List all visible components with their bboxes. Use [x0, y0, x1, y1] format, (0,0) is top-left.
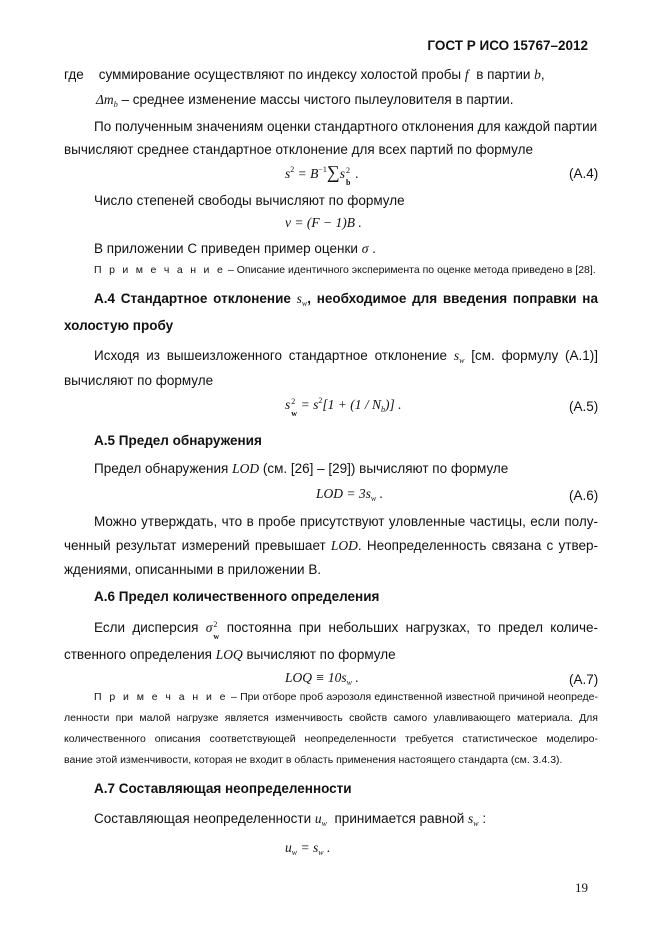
where-clause: где суммирование осуществляют по индексу холостой пробы f в партии b,: [64, 67, 545, 82]
detection-paragraph-line2: ченный результат измерений превышает LOD. Неопределенность связана с утвер-: [64, 538, 598, 553]
page-number: 19: [575, 880, 588, 895]
detection-paragraph-line3: ждениями, описанными в приложении В.: [64, 562, 322, 577]
equation-number-a6: (A.6): [569, 488, 599, 503]
formula-nu: ν = (F − 1)B .: [285, 215, 362, 230]
note-2-line4: вание этой изменчивости, которая не входит в область применения настоящего стандарта (см. 3.4.3).: [64, 754, 563, 766]
formula-a5: s 2 w = $s^2[1 + (1 / N_b)]$ .: [285, 396, 402, 418]
paragraph-sd-2: вычисляют среднее стандартное отклонение для всех партий по формуле: [64, 142, 533, 157]
section-a4-title-line2: холостую пробу: [64, 318, 174, 333]
section-a7-paragraph: Составляющая неопределенности $u_w$ принимается равной $s_w$ :: [94, 811, 487, 828]
section-a4-paragraph-line2: вычисляют по формуле: [64, 373, 214, 388]
equation-number-a7: (A.7): [569, 672, 599, 687]
equation-number-a5: (A.5): [569, 399, 599, 414]
formula-a8: $u_w = s_w$ .: [285, 840, 331, 857]
formula-a6: LOD = $3s_w$ .: [316, 486, 383, 503]
section-a5-paragraph: Предел обнаружения LOD (см. [26] – [29]) вычисляют по формуле: [94, 461, 509, 476]
section-a5-title: А.5 Предел обнаружения: [94, 433, 262, 448]
delta-m-definition: $\Delta m_b$ – среднее изменение массы чистого пылеуловителя в партии.: [96, 92, 514, 109]
equation-number-a4: (A.4): [569, 166, 599, 181]
note-2-line1: П р и м е ч а н и е – При отборе проб аэрозоля единственной известной причиной неопреде-: [94, 691, 598, 703]
degrees-of-freedom-text: Число степеней свободы вычисляют по формуле: [94, 193, 405, 208]
note-2-line3: количественного описания соответствующей неопределенности требуется статистическое моделиро-: [64, 733, 598, 745]
section-a6-paragraph-line1: Если дисперсия σ 2 w постоянна при небольших нагрузках, то предел количе-: [94, 619, 598, 641]
section-a6-paragraph-line2: ственного определения LOQ вычисляют по формуле: [64, 647, 396, 662]
appendix-c-reference: В приложении С приведен пример оценки σ .: [94, 241, 376, 256]
standard-header: ГОСТ Р ИСО 15767–2012: [427, 38, 588, 53]
note-1: П р и м е ч а н и е – Описание идентичного эксперимента по оценке метода приведено в [28].: [94, 264, 596, 276]
section-a4-paragraph-line1: Исходя из вышеизложенного стандартное отклонение $s_w$ [см. формулу (А.1)]: [94, 348, 598, 365]
section-a4-title-line1: А.4 Стандартное отклонение $s_w$, необходимое для введения поправки на: [94, 291, 598, 308]
section-a6-title: А.6 Предел количественного определения: [94, 589, 380, 604]
paragraph-sd-1: По полученным значениям оценки стандартного отклонения для каждой партии: [94, 119, 598, 134]
formula-a7: LOQ ≡ $10s_w$ .: [285, 670, 359, 687]
note-2-line2: ленности при малой нагрузке является изменчивость свойств самого улавливающего материала. Для: [64, 712, 598, 724]
detection-paragraph-line1: Можно утверждать, что в пробе присутствуют уловленные частицы, если полу-: [94, 514, 598, 529]
formula-a4: $s^2 = B^{-1}\sum s$ 2 b .: [285, 162, 359, 187]
section-a7-title: А.7 Составляющая неопределенности: [94, 781, 352, 796]
